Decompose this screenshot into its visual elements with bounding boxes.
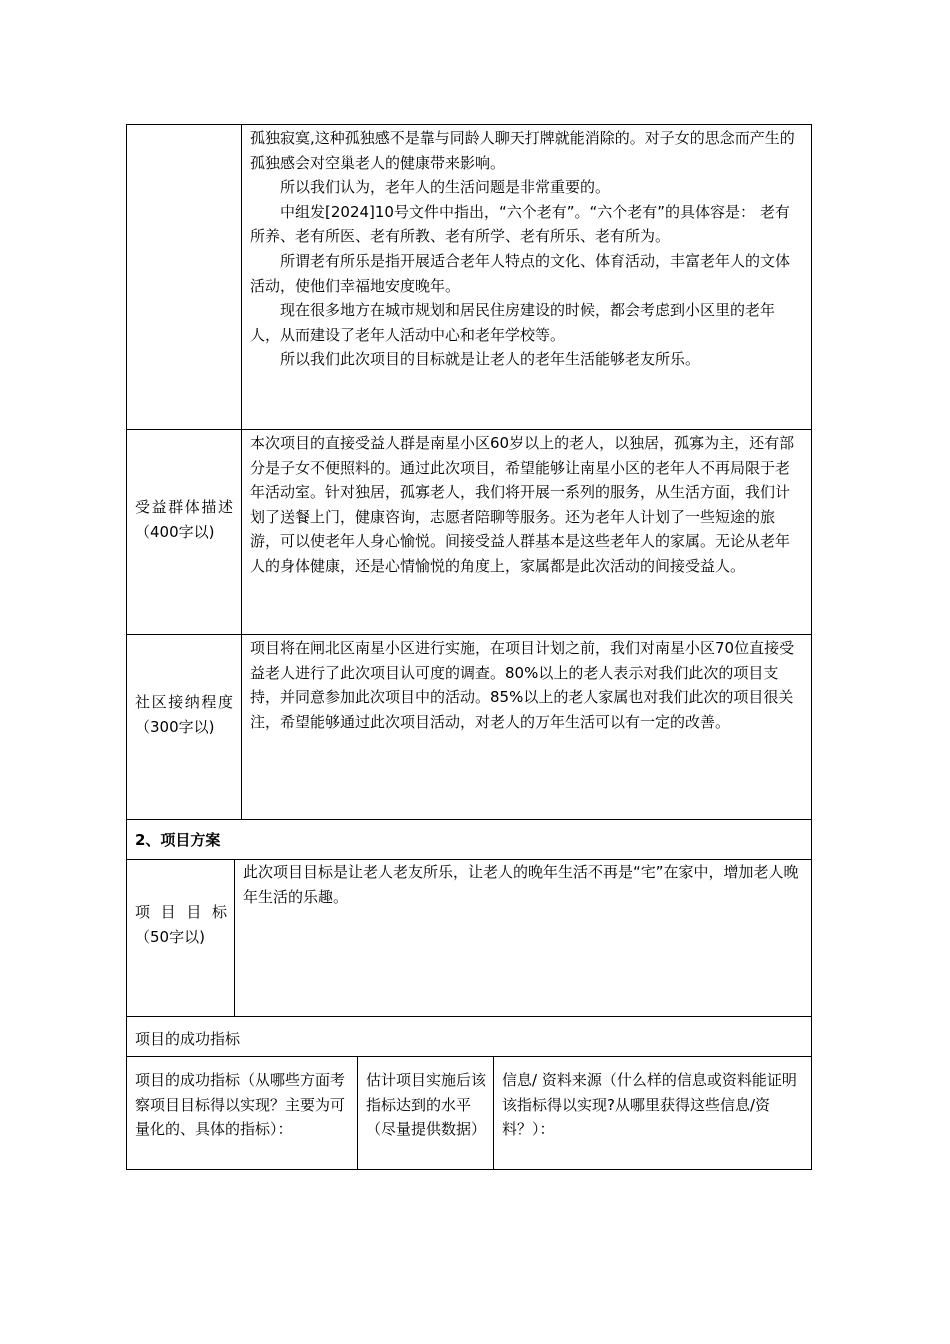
paragraph: 所以我们此次项目的目标就是让老人的老年生活能够老友所乐。 (280, 350, 701, 369)
beneficiary-label: 受益群体描述（400字以) (135, 498, 233, 541)
goal-text: 此次项目目标是让老人老友所乐，让老人的晚年生活不再是“宅”在家中，增加老人晚年生活的乐趣。 (243, 863, 799, 906)
section2-title: 2、项目方案 (135, 831, 221, 849)
column-divider (357, 1056, 358, 1170)
paragraph: 中组发[2024]10号文件中指出，“六个老有”。“六个老有”的具体容是： 老有所养、老有所医、老有所教、老有所学、老有所乐、老有所为。 (250, 202, 790, 246)
paragraph: 现在很多地方在城市规划和居民住房建设的时候，都会考虑到小区里的老年人，从而建设了老年人活动中心和老年学校等。 (250, 301, 776, 344)
acceptance-text: 项目将在闸北区南星小区进行实施，在项目计划之前，我们对南星小区70位直接受益老人进行了此次项目认可度的调查。80%以上的老人表示对我们此次的项目支持，并同意参加此次项目中的活动。85%以上的老人家属也对我们此次的项目很关注，希望能够通过此次项目活动，对老人的万年生活可以有一定的改善。 (250, 639, 795, 731)
goal-label: 项目目标（50字以) (135, 903, 227, 946)
level-column-header: 估计项目实施后该指标达到的水平（尽量提供数据） (366, 1071, 487, 1139)
indicator-column-header: 项目的成功指标（从哪些方面考察项目目标得以实现？主要为可量化的、具体的指标）： (135, 1071, 346, 1139)
paragraph: 所以我们认为，老年人的生活问题是非常重要的。 (280, 178, 611, 197)
section2-header (126, 819, 812, 860)
success-title: 项目的成功指标 (135, 1030, 241, 1048)
paragraph: 所谓老有所乐是指开展适合老年人特点的文化、体育活动，丰富老年人的文体活动，使他们幸福地安度晚年。 (250, 251, 791, 295)
source-column-header: 信息/ 资料来源（什么样的信息或资料能证明该指标得以实现?从哪里获得这些信息/资料？）： (502, 1071, 797, 1139)
continuation-text (250, 126, 804, 372)
paragraph: 孤独寂寞,这种孤独感不是靠与同龄人聊天打牌就能消除的。对子女的思念而产生的孤独感会对空巢老人的健康带来影响。 (250, 129, 795, 172)
column-divider (493, 1056, 494, 1170)
column-divider (234, 859, 235, 1017)
beneficiary-text: 本次项目的直接受益人群是南星小区60岁以上的老人，以独居，孤寡为主，还有部分是子女不便照料的。通过此次项目，希望能够让南星小区的老年人不再局限于老年活动室。针对独居，孤寡老人，我们将开展一系列的服务，从生活方面，我们计划了送餐上门，健康咨询，志愿者陪聊等服务。还为老年人计划了一些短途的旅游，可以使老年人身心愉悦。间接受益人群基本是这些老年人的家属。无论从老年人的身体健康，还是心情愉悦的角度上，家属都是此次活动的间接受益人。 (250, 434, 795, 575)
acceptance-label: 社区接纳程度（300字以) (135, 693, 233, 736)
